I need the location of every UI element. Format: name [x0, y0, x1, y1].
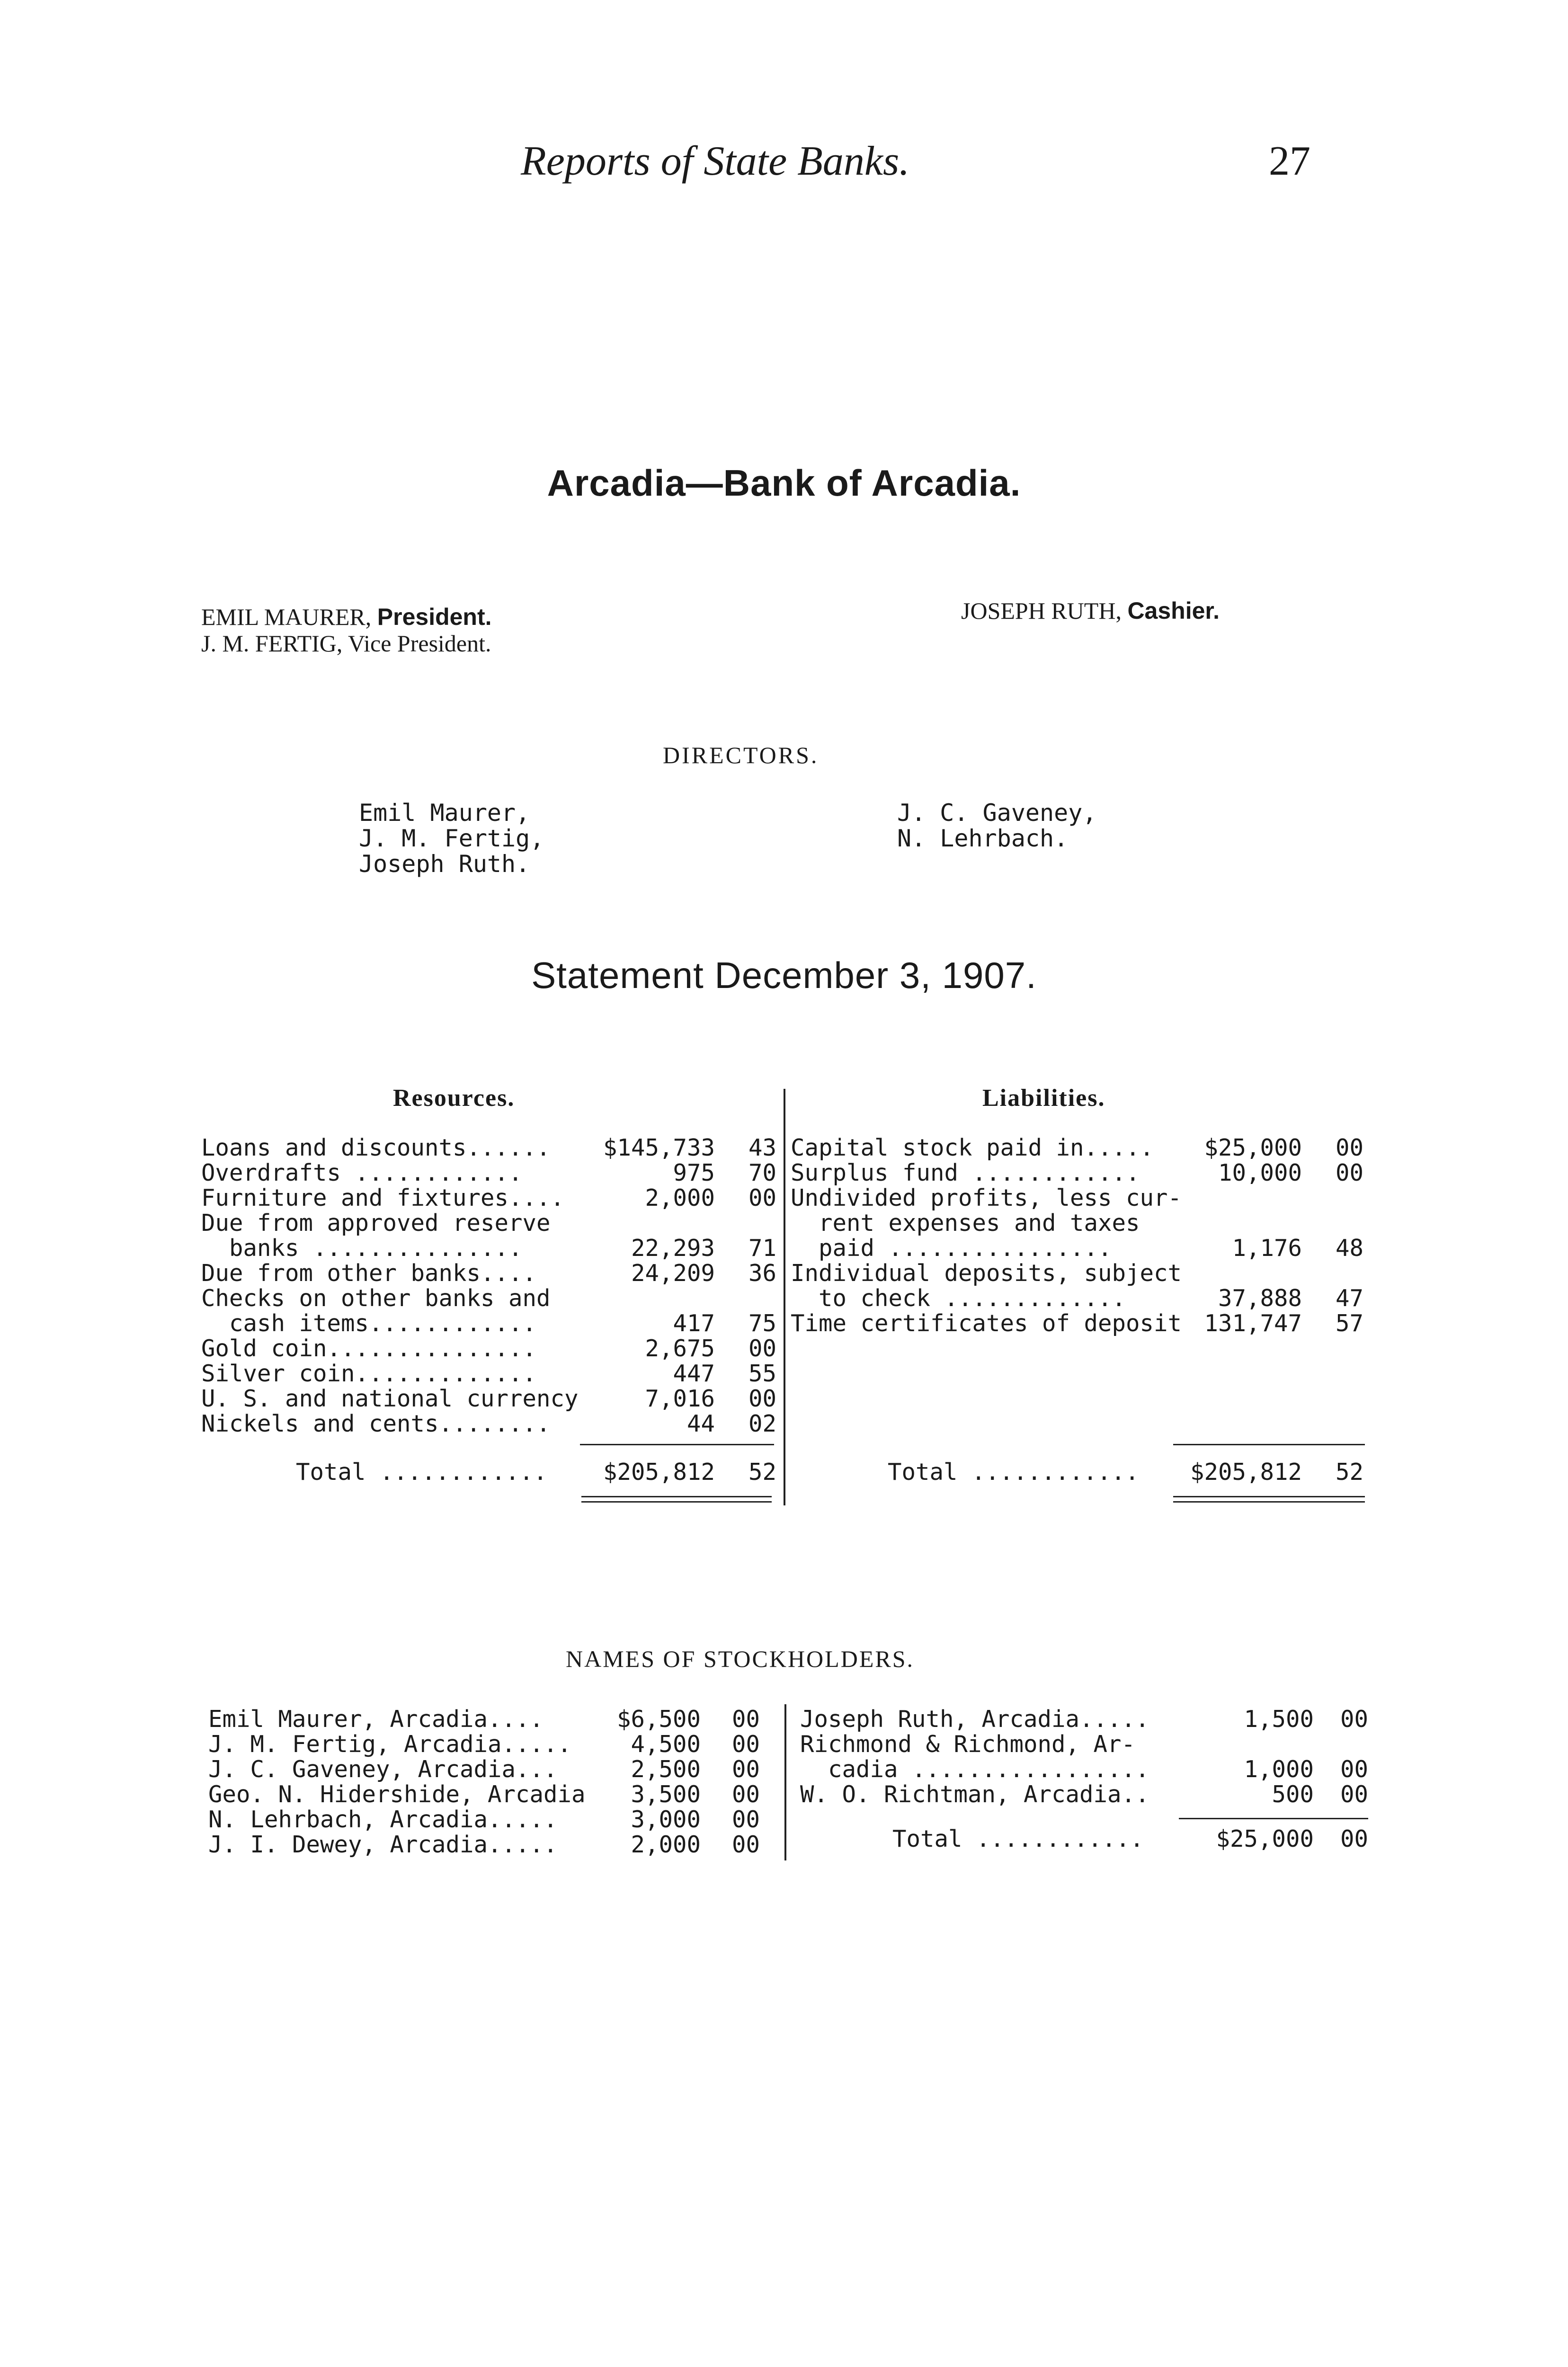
stockholder-row-label: Geo. N. Hidershide, Arcadia	[208, 1781, 586, 1808]
resource-row-dollars: 447	[673, 1360, 715, 1387]
stockholder-row-cents: 00	[731, 1781, 760, 1808]
liability-row-cents: 57	[1335, 1310, 1363, 1337]
statement-date: Statement December 3, 1907.	[531, 954, 1037, 996]
resource-row-label: Overdrafts ............	[201, 1159, 523, 1186]
directors-heading: DIRECTORS.	[663, 742, 819, 768]
liability-row-label: Undivided profits, less cur-	[791, 1184, 1182, 1211]
stockholders-total-rule	[1179, 1818, 1368, 1819]
stockholder-row-cents: 00	[731, 1831, 760, 1858]
stockholders-heading: NAMES OF STOCKHOLDERS.	[566, 1646, 915, 1672]
resource-row-cents: 43	[748, 1134, 776, 1161]
stockholder-row-dollars: $6,500	[616, 1706, 701, 1733]
liability-row-dollars: 1,176	[1232, 1235, 1302, 1262]
stockholder-row-dollars: 2,500	[631, 1756, 701, 1783]
resource-row-dollars: $145,733	[603, 1134, 715, 1161]
stockholder-row-dollars: 3,500	[631, 1781, 701, 1808]
resource-row-dollars: 417	[673, 1310, 715, 1337]
resource-row-cents: 71	[748, 1235, 776, 1262]
page-number: 27	[1269, 138, 1310, 184]
stockholder-row-label: Richmond & Richmond, Ar-	[800, 1731, 1136, 1758]
stockholder-row-dollars: 500	[1272, 1781, 1314, 1808]
vice-president-name: J. M. FERTIG,	[201, 630, 343, 657]
stockholders-total-label: Total ............	[892, 1825, 1144, 1852]
resource-row-label: Silver coin.............	[201, 1360, 537, 1387]
resource-row-label: Due from other banks....	[201, 1260, 537, 1287]
stockholders-total-row	[892, 1826, 1368, 1927]
stockholder-row-label: N. Lehrbach, Arcadia.....	[208, 1806, 558, 1833]
resource-row-label: Furniture and fixtures....	[201, 1184, 565, 1211]
director-name: Joseph Ruth.	[359, 850, 530, 878]
bank-title: Arcadia—Bank of Arcadia.	[547, 462, 1021, 504]
director-name: Emil Maurer,	[359, 799, 530, 827]
resource-row-dollars: 975	[673, 1159, 715, 1186]
resource-row-dollars: 7,016	[645, 1385, 715, 1412]
liability-row-cents: 48	[1335, 1235, 1363, 1262]
stockholder-row-cents: 00	[731, 1706, 760, 1733]
resource-row-label: Due from approved reserve	[201, 1210, 551, 1237]
resource-row-cents: 75	[748, 1310, 776, 1337]
resources-total-dollars: $205,812	[603, 1459, 715, 1486]
stockholder-row-dollars: 1,500	[1244, 1706, 1314, 1733]
resource-row-dollars: 44	[686, 1410, 715, 1437]
directors-left	[359, 800, 544, 877]
stockholder-row-label: J. I. Dewey, Arcadia.....	[208, 1831, 558, 1858]
resource-row-cents: 00	[748, 1385, 776, 1412]
resource-row-label: banks ...............	[201, 1235, 523, 1262]
director-name: J. C. Gaveney,	[897, 799, 1097, 827]
stockholder-row-cents: 00	[731, 1756, 760, 1783]
liability-row-label: Capital stock paid in.....	[791, 1134, 1154, 1161]
stockholder-row-cents: 00	[731, 1806, 760, 1833]
cashier-name: JOSEPH RUTH,	[961, 597, 1122, 624]
liabilities-total-rule	[1173, 1444, 1365, 1445]
stockholder-row-label: W. O. Richtman, Arcadia..	[800, 1781, 1149, 1808]
resources-total-label: Total ............	[296, 1459, 548, 1486]
resource-row-dollars: 22,293	[631, 1235, 715, 1262]
stockholder-row-dollars: 1,000	[1244, 1756, 1314, 1783]
resource-row-dollars: 2,675	[645, 1335, 715, 1362]
resource-row-label: Nickels and cents........	[201, 1410, 551, 1437]
resource-row-cents: 70	[748, 1159, 776, 1186]
stockholders-total-dollars: $25,000	[1216, 1825, 1314, 1852]
stockholder-row-label: cadia .................	[800, 1756, 1149, 1783]
liabilities-total-label: Total ............	[888, 1459, 1140, 1486]
resource-row-label: Loans and discounts......	[201, 1134, 551, 1161]
liability-row-label: Surplus fund ............	[791, 1159, 1140, 1186]
stockholder-row-cents: 00	[1340, 1756, 1368, 1783]
director-name: N. Lehrbach.	[897, 825, 1069, 852]
stockholder-row-label: Emil Maurer, Arcadia....	[208, 1706, 544, 1733]
liabilities-heading: Liabilities.	[982, 1085, 1105, 1112]
stockholder-row-cents: 00	[1340, 1781, 1368, 1808]
liability-row-cents: 00	[1335, 1159, 1363, 1186]
liability-row-cents: 47	[1335, 1285, 1363, 1312]
resource-row-cents: 00	[748, 1184, 776, 1211]
running-head: Reports of State Banks.	[521, 138, 910, 184]
president-title: President.	[377, 604, 492, 630]
liability-row-label: Time certificates of deposit	[791, 1310, 1182, 1337]
stockholder-row-dollars: 2,000	[631, 1831, 701, 1858]
stockholder-row-label: J. M. Fertig, Arcadia.....	[208, 1731, 572, 1758]
liability-row-label: paid ................	[791, 1235, 1112, 1262]
liability-row-label: to check .............	[791, 1285, 1126, 1312]
resource-row-cents: 02	[748, 1410, 776, 1437]
resource-row-cents: 36	[748, 1260, 776, 1287]
liabilities-total-row	[888, 1459, 1366, 1560]
stockholder-row-cents: 00	[731, 1731, 760, 1758]
liability-row-cents: 00	[1335, 1134, 1363, 1161]
resource-row-cents: 00	[748, 1335, 776, 1362]
resources-total-row	[201, 1459, 776, 1560]
liability-row-dollars: 37,888	[1218, 1285, 1302, 1312]
resources-total-cents: 52	[748, 1459, 776, 1486]
liabilities-total-cents: 52	[1335, 1459, 1363, 1486]
liabilities-double-rule	[1173, 1496, 1365, 1503]
resource-row-cents: 55	[748, 1360, 776, 1387]
resources-double-rule	[581, 1496, 772, 1503]
resource-row-label: U. S. and national currency	[201, 1385, 579, 1412]
stockholder-row-label: Joseph Ruth, Arcadia.....	[800, 1706, 1149, 1733]
officer-vice-president	[201, 630, 491, 657]
resource-row-label: cash items............	[201, 1310, 537, 1337]
resource-row-dollars: 24,209	[631, 1260, 715, 1287]
stockholders-divider	[784, 1704, 786, 1860]
stockholder-row-label: J. C. Gaveney, Arcadia...	[208, 1756, 558, 1783]
liability-row-dollars: 131,747	[1204, 1310, 1302, 1337]
resources-heading: Resources.	[393, 1085, 515, 1112]
liability-row-dollars: 10,000	[1218, 1159, 1302, 1186]
cashier-title: Cashier.	[1127, 597, 1220, 624]
liability-row-label: Individual deposits, subject	[791, 1260, 1182, 1287]
resources-total-rule	[580, 1444, 774, 1445]
directors-right	[897, 800, 1096, 851]
officer-cashier	[961, 597, 1220, 624]
vice-president-title: Vice President.	[348, 630, 491, 657]
liability-row-dollars: $25,000	[1204, 1134, 1302, 1161]
officer-president	[201, 604, 492, 630]
liabilities-total-dollars: $205,812	[1190, 1459, 1302, 1486]
stockholder-row-cents: 00	[1340, 1706, 1368, 1733]
liability-row-label: rent expenses and taxes	[791, 1210, 1140, 1237]
director-name: J. M. Fertig,	[359, 825, 544, 852]
stockholder-row-dollars: 3,000	[631, 1806, 701, 1833]
stockholders-total-cents: 00	[1340, 1825, 1368, 1852]
stockholder-row-dollars: 4,500	[631, 1731, 701, 1758]
column-divider	[784, 1089, 785, 1505]
resource-row-dollars: 2,000	[645, 1184, 715, 1211]
president-name: EMIL MAURER,	[201, 604, 372, 630]
resource-row-label: Gold coin...............	[201, 1335, 537, 1362]
resource-row-label: Checks on other banks and	[201, 1285, 551, 1312]
